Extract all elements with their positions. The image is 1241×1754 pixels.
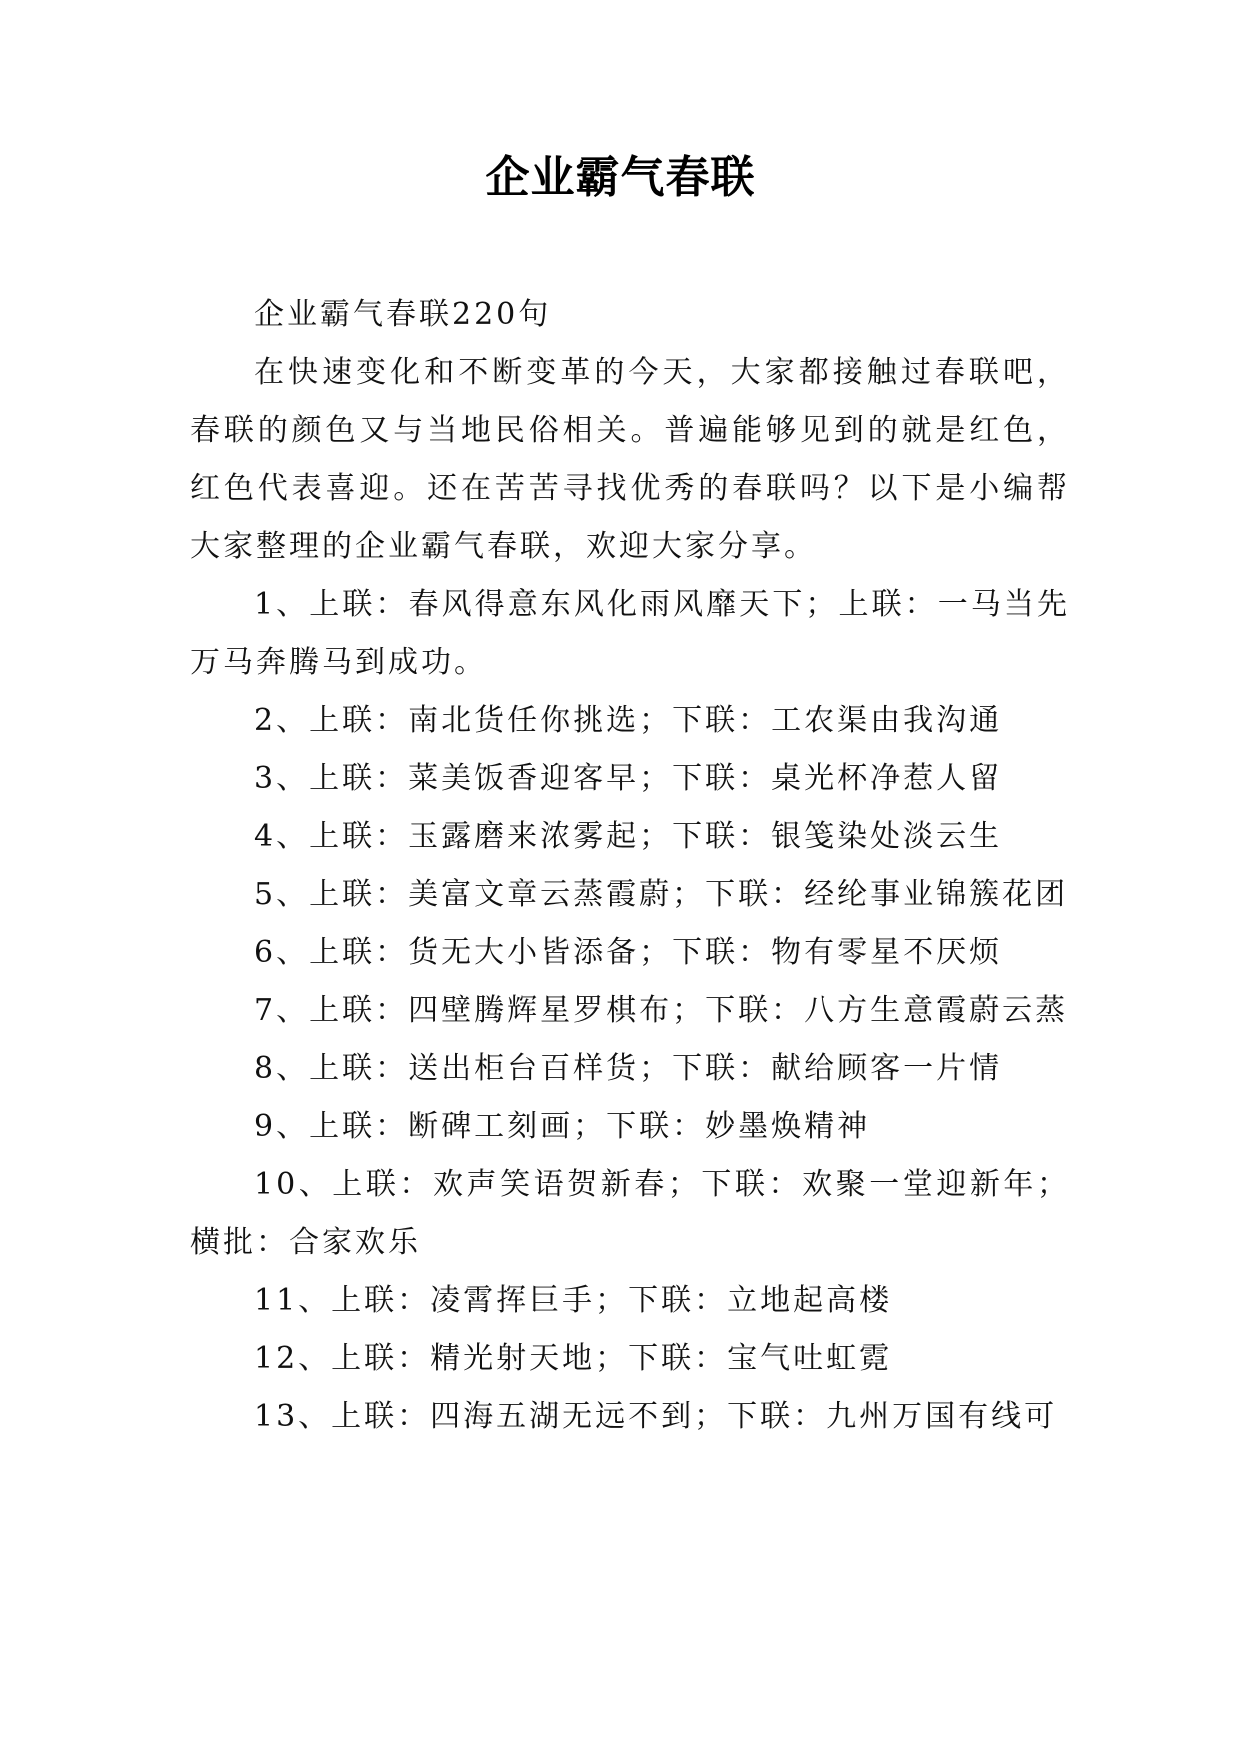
couplet-item-4: 4、上联：玉露磨来浓雾起；下联：银笺染处淡云生 (254, 819, 1003, 854)
intro-paragraph: 在快速变化和不断变革的今天，大家都接触过春联吧，春联的颜色又与当地民俗相关。普遍能够见到的就是红色，红色代表喜迎。还在苦苦寻找优秀的春联吗？以下是小编帮大家整理的企业霸气春联，欢迎大家分享。 (190, 355, 1070, 564)
couplet-item-3: 3、上联：菜美饭香迎客早；下联：桌光杯净惹人留 (254, 761, 1003, 796)
couplet-item-5: 5、上联：美富文章云蒸霞蔚；下联：经纶事业锦簇花团 (254, 877, 1069, 912)
couplet-item-12: 12、上联：精光射天地；下联：宝气吐虹霓 (254, 1341, 893, 1376)
couplet-item-6: 6、上联：货无大小皆添备；下联：物有零星不厌烦 (254, 935, 1003, 970)
couplet-item-11: 11、上联：凌霄挥巨手；下联：立地起高楼 (254, 1283, 893, 1318)
couplet-item-2: 2、上联：南北货任你挑选；下联：工农渠由我沟通 (254, 703, 1003, 738)
couplet-item-8: 8、上联：送出柜台百样货；下联：献给顾客一片情 (254, 1051, 1003, 1086)
couplet-item-9: 9、上联：断碑工刻画；下联：妙墨焕精神 (254, 1109, 871, 1144)
page-title: 企业霸气春联 (485, 152, 756, 203)
document-body (190, 286, 1070, 1446)
couplet-item-10: 10、上联：欢声笑语贺新春；下联：欢聚一堂迎新年；横批：合家欢乐 (190, 1167, 1070, 1260)
couplet-item-13: 13、上联：四海五湖无远不到；下联：九州万国有线可 (254, 1399, 1058, 1434)
couplet-item-1: 1、上联：春风得意东风化雨风靡天下；上联：一马当先万马奔腾马到成功。 (190, 587, 1070, 680)
couplet-item-7: 7、上联：四壁腾辉星罗棋布；下联：八方生意霞蔚云蒸 (254, 993, 1069, 1028)
subtitle-paragraph: 企业霸气春联220句 (254, 297, 552, 332)
